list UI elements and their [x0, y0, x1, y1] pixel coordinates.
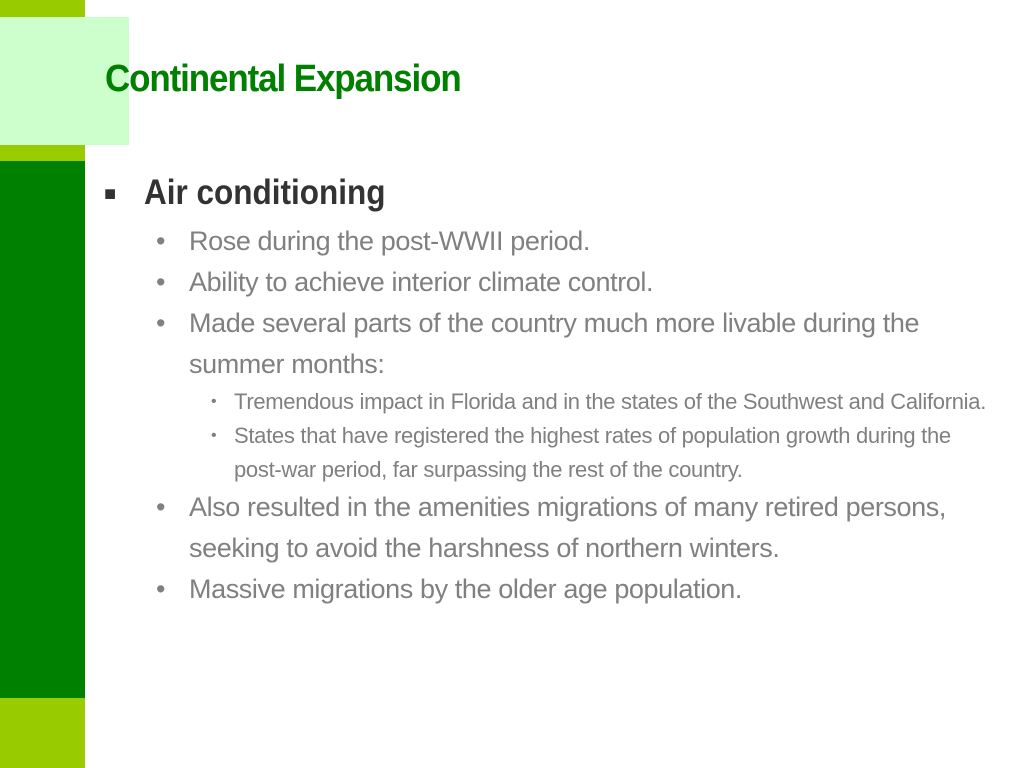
bullet-text: Massive migrations by the older age population. [189, 574, 743, 604]
bullet-item [156, 262, 994, 303]
bullet-list [104, 221, 994, 610]
bullet-text: Also resulted in the amenities migrations of many retired persons, seeking to avoid the harshness of northern winters. [189, 492, 946, 563]
bullet-dot-icon: • [156, 492, 166, 522]
bullet-item [156, 303, 994, 487]
sidebar-green-band [0, 161, 85, 698]
sub-bullet-item [211, 385, 994, 419]
bullet-item [156, 221, 994, 262]
heading-text: Air conditioning [144, 173, 386, 212]
bullet-text: Ability to achieve interior climate control. [189, 267, 654, 297]
slide-body [104, 170, 994, 610]
square-bullet-icon: ■ [104, 183, 117, 205]
sidebar-top-lime-band [0, 0, 85, 17]
bullet-item [156, 569, 994, 610]
sidebar-mid-lime-band [0, 145, 85, 161]
slide-title: Continental Expansion [105, 58, 461, 100]
bullet-dot-icon: • [156, 267, 166, 297]
sub-bullet-text: States that have registered the highest rates of population growth during the post-war period, far surpassing the rest of the country. [234, 423, 951, 482]
sub-bullet-list [189, 385, 994, 487]
sub-bullet-item [211, 419, 994, 487]
bullet-text: Rose during the post-WWII period. [189, 226, 590, 256]
sidebar-pale-block [0, 17, 85, 145]
bullet-text: Made several parts of the country much more livable during the summer months: [189, 308, 920, 379]
sub-bullet-dot-icon: • [211, 393, 217, 410]
heading-bullet [104, 170, 994, 221]
sub-bullet-text: Tremendous impact in Florida and in the states of the Southwest and California. [234, 389, 987, 414]
bullet-dot-icon: • [156, 308, 166, 338]
sidebar-bottom-lime-band [0, 698, 85, 768]
sub-bullet-dot-icon: • [211, 427, 217, 444]
bullet-dot-icon: • [156, 574, 166, 604]
bullet-dot-icon: • [156, 226, 166, 256]
bullet-item [156, 487, 994, 569]
